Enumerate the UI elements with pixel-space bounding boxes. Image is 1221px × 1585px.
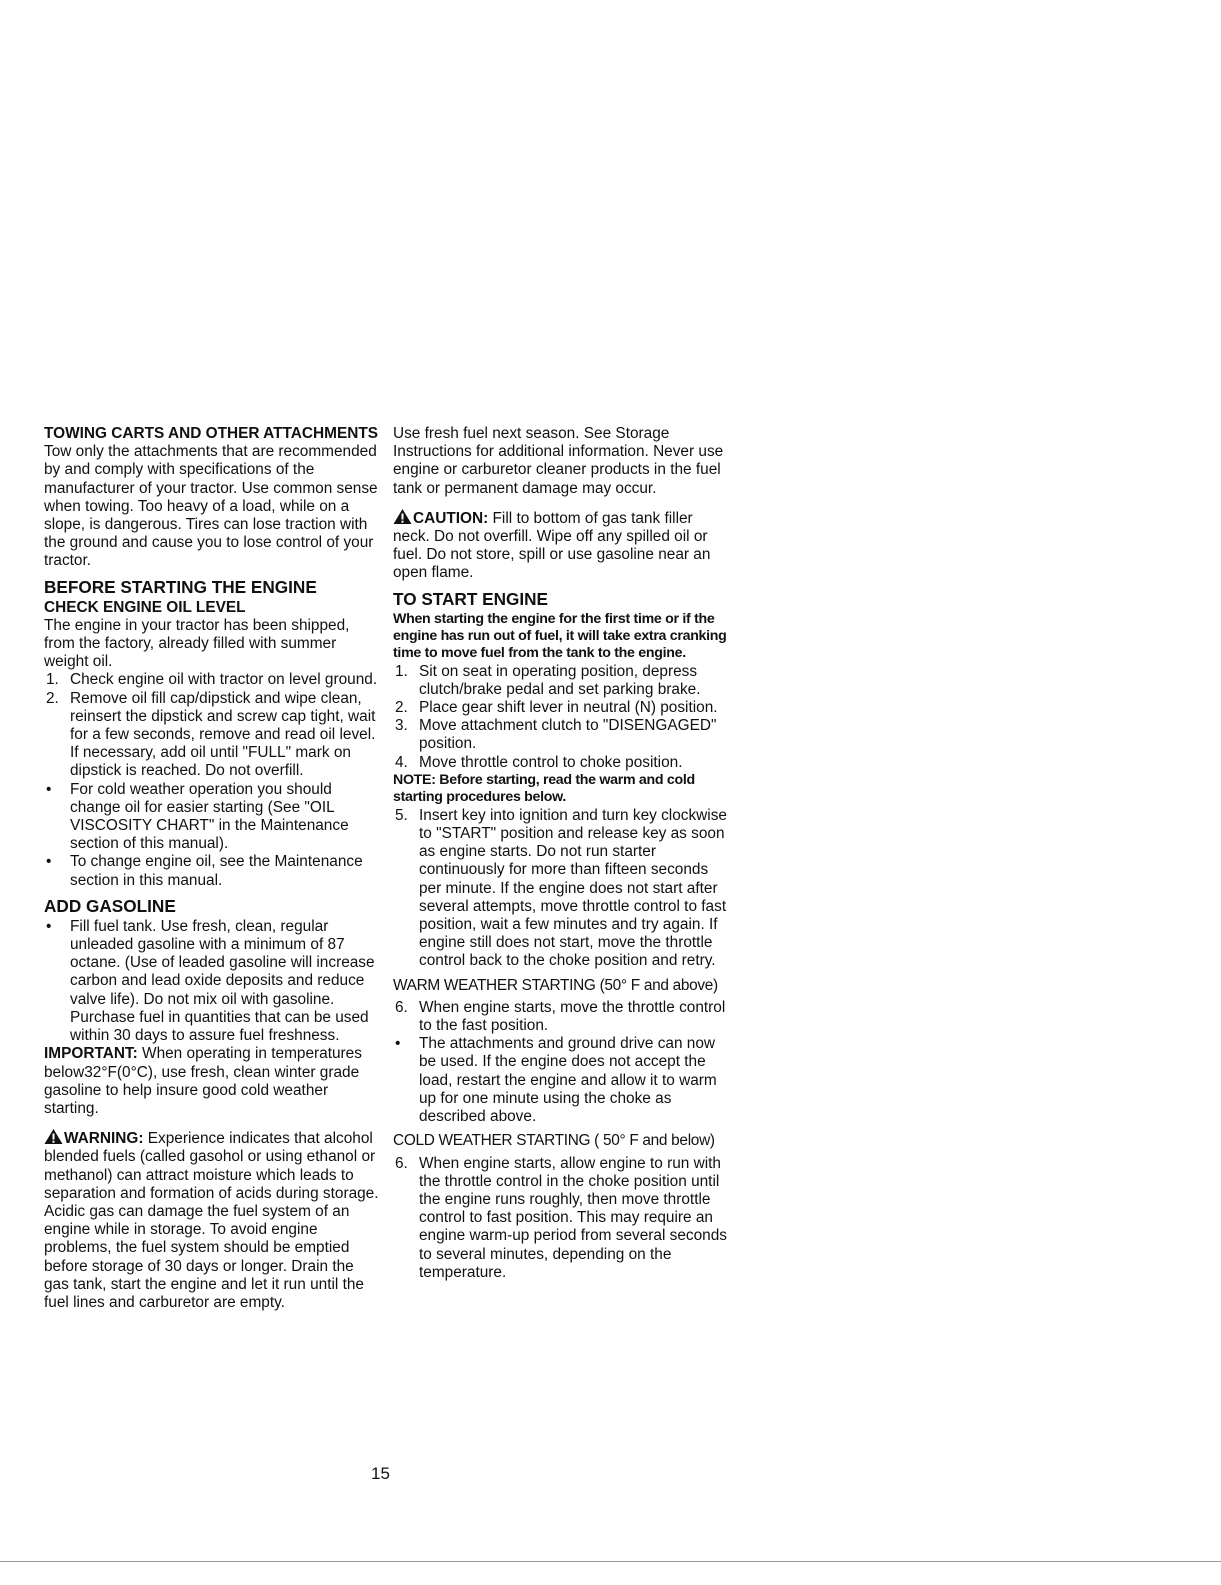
- list-item-text: To change engine oil, see the Maintenance section in this manual.: [70, 853, 363, 889]
- list-item-text: Insert key into ignition and turn key clockwise to "START" position and release key as soon as engine starts. Do not run starter continuously for more than fifteen seconds per minute. If the engine does not start after several attempts, move throttle control to fast position, wait a few minutes and try again. If engine still does not start, move the throttle control back to the choke position and retry.: [419, 806, 727, 970]
- left-column: [44, 425, 379, 1318]
- list-item: [393, 699, 728, 717]
- caution-text: Fill to bottom of gas tank filler neck. Do not overfill. Wipe off any spilled oil or fuel. Do not store, spill or use gasoline near an open flame.: [393, 509, 711, 582]
- list-item-text: When engine starts, allow engine to run with the throttle control in the choke position until the engine runs roughly, then move throttle control to fast position. This may require an engine warm-up period from several seconds to several minutes, depending on the temperature.: [419, 1154, 727, 1281]
- important-note: [44, 1045, 379, 1118]
- list-item: [44, 781, 379, 854]
- caution-label: CAUTION:: [413, 509, 489, 527]
- list-marker: 2.: [46, 689, 59, 707]
- gasoline-list: [44, 918, 379, 1045]
- list-item-text: Remove oil fill cap/dipstick and wipe clean, reinsert the dipstick and screw cap tight, wait for a few seconds, remove and read oil level. If necessary, add oil until "FULL" mark on dipstick is reached. Do not overfill.: [70, 689, 376, 780]
- list-item: [44, 690, 379, 781]
- list-item-text: Move attachment clutch to "DISENGAGED" position.: [419, 717, 717, 753]
- towing-text: Tow only the attachments that are recommended by and comply with specifications of the manufacturer of your tractor. Use common sense when towing. Too heavy of a load, while on a slope, is dangerous. Tires can lose traction with the ground and cause you to lose control of your tractor.: [44, 443, 378, 570]
- storage-text: Use fresh fuel next season. See Storage Instructions for additional information. Never use engine or carburetor cleaner products in the fuel tank or permanent damage may occur.: [393, 425, 724, 497]
- oil-level-text: The engine in your tractor has been shipped, from the factory, already filled with summer weight oil.: [44, 616, 350, 671]
- warning-note: [44, 1128, 379, 1312]
- list-item: [393, 999, 728, 1035]
- warning-label: WARNING:: [64, 1130, 144, 1148]
- list-item-text: When engine starts, move the throttle control to the fast position.: [419, 998, 726, 1035]
- list-item: [44, 671, 379, 689]
- list-marker: •: [46, 853, 52, 871]
- list-marker: •: [395, 1035, 401, 1053]
- list-marker: 6.: [395, 998, 408, 1016]
- right-column: [393, 425, 728, 1282]
- start-steps-list: [393, 663, 728, 772]
- list-item-text: Move throttle control to choke position.: [419, 753, 683, 771]
- before-starting-heading: BEFORE STARTING THE ENGINE: [44, 576, 317, 597]
- list-item-text: The attachments and ground drive can now be used. If the engine does not accept the load, restart the engine and allow it to warm up for one minute using the choke as described above.: [419, 1035, 717, 1126]
- warning-triangle-icon: [44, 1128, 63, 1145]
- note-text: Before starting, read the warm and cold starting procedures below.: [393, 771, 695, 805]
- list-item: [44, 853, 379, 889]
- list-marker: 4.: [395, 753, 408, 771]
- list-item: [44, 918, 379, 1045]
- add-gasoline-heading: ADD GASOLINE: [44, 895, 176, 916]
- list-item: [393, 807, 728, 971]
- warning-text: Experience indicates that alcohol blended fuels (called gasohol or using ethanol or methanol) can attract moisture which leads to separation and formation of acids during storage. Acidic gas can damage the fuel system of an engine while in storage. To avoid engine problems, the fuel system should be emptied before storage of 30 days or longer. Drain the gas tank, start the engine and let it run until the fuel lines and carburetor are empty.: [44, 1130, 379, 1311]
- cold-weather-heading: COLD WEATHER STARTING ( 50° F and below): [393, 1132, 715, 1150]
- caution-note: [393, 508, 728, 583]
- list-item: [393, 717, 728, 753]
- list-item: [393, 754, 728, 772]
- start-intro: When starting the engine for the first time or if the engine has run out of fuel, it will take extra cranking time to move fuel from the tank to the engine.: [393, 610, 727, 661]
- list-marker: 5.: [395, 806, 408, 824]
- important-label: IMPORTANT:: [44, 1045, 138, 1063]
- list-item-text: For cold weather operation you should change oil for easier starting (See "OIL VISCOSITY CHART" in the Maintenance section of this manual).: [70, 780, 349, 853]
- list-marker: 6.: [395, 1154, 408, 1172]
- note: [393, 772, 728, 806]
- list-item: [393, 663, 728, 699]
- start-steps-list-2: [393, 807, 728, 971]
- oil-steps-list: [44, 671, 379, 889]
- list-item-text: Check engine oil with tractor on level ground.: [70, 671, 378, 689]
- list-marker: 3.: [395, 717, 408, 735]
- list-item-text: Place gear shift lever in neutral (N) position.: [419, 699, 718, 717]
- scan-edge-line: [0, 1561, 1221, 1562]
- important-text: When operating in temperatures below32°F(0°C), use fresh, clean winter grade gasoline to help insure good cold weather starting.: [44, 1045, 362, 1117]
- list-item: [393, 1155, 728, 1282]
- caution-triangle-icon: [393, 508, 412, 525]
- note-label: NOTE:: [393, 771, 436, 788]
- list-item: [393, 1035, 728, 1126]
- list-item-text: Sit on seat in operating position, depress clutch/brake pedal and set parking brake.: [419, 662, 701, 698]
- towing-heading: TOWING CARTS AND OTHER ATTACHMENTS: [44, 425, 379, 442]
- oil-level-heading: CHECK ENGINE OIL LEVEL: [44, 598, 246, 616]
- warm-steps-list: [393, 999, 728, 1126]
- list-item-text: Fill fuel tank. Use fresh, clean, regular unleaded gasoline with a minimum of 87 octane. (Use of leaded gasoline will increase carbon and lead oxide deposits and reduce valve life). Do not mix oil with gasoline. Purchase fuel in quantities that can be used within 30 days to assure fuel freshness.: [70, 917, 375, 1045]
- list-marker: 1.: [46, 671, 59, 689]
- list-marker: 2.: [395, 699, 408, 717]
- list-marker: •: [46, 917, 52, 935]
- start-engine-heading: TO START ENGINE: [393, 588, 549, 609]
- list-marker: •: [46, 780, 52, 798]
- page-number: 15: [371, 1464, 390, 1483]
- warm-weather-heading: WARM WEATHER STARTING (50° F and above): [393, 976, 718, 994]
- list-marker: 1.: [395, 662, 408, 680]
- cold-steps-list: [393, 1155, 728, 1282]
